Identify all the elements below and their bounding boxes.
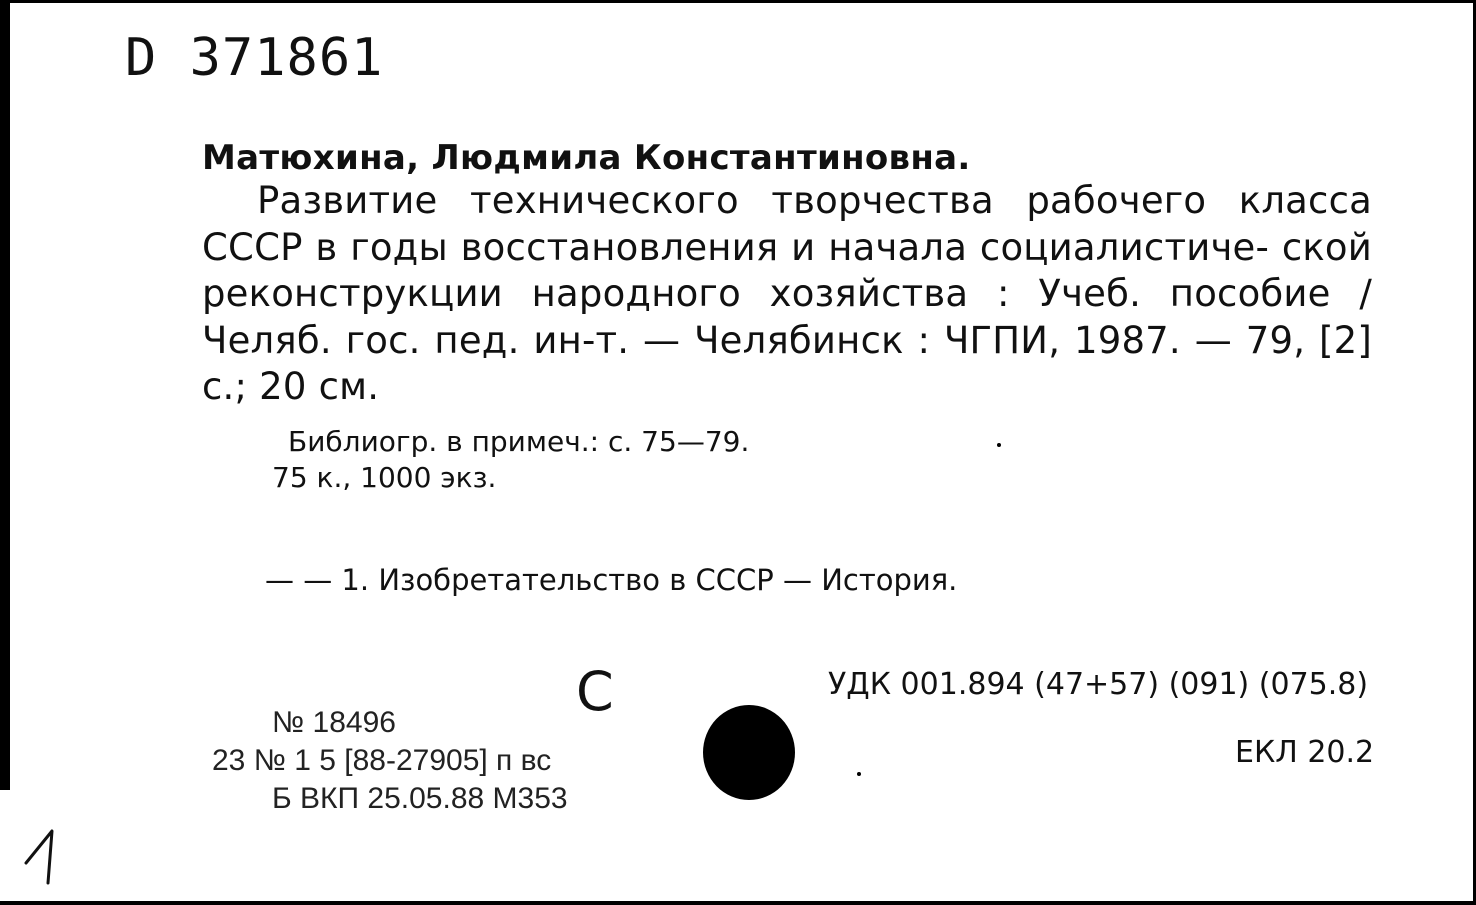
author-heading: Матюхина, Людмила Константиновна. <box>202 138 971 178</box>
card-edge-bottom <box>0 901 1476 905</box>
accession-line: № 18496 <box>272 706 396 739</box>
card-edge-top <box>0 0 1476 3</box>
ekl-code: ЕКЛ 20.2 <box>1235 735 1375 770</box>
price-copies-note: 75 к., 1000 экз. <box>272 461 497 494</box>
card-edge-left <box>0 0 10 790</box>
handwritten-mark-icon <box>18 825 68 887</box>
bibliographic-description: Развитие технического творчества рабочего класса СССР в годы восстановления и начала социалистиче- ской реконструкции народного хозяйства : Учеб. пособие / Челяб. гос. пед. ин-т. — Челябинск : ЧГПИ, 1987. — 79, [2] с.; 20 см. <box>202 179 1372 408</box>
accession-block <box>212 704 568 818</box>
punch-hole <box>703 705 795 800</box>
subject-heading: — — 1. Изобретательство в СССР — История. <box>265 563 958 597</box>
ink-speck <box>997 443 1001 447</box>
udk-code: УДК 001.894 (47+57) (091) (075.8) <box>828 667 1369 702</box>
classification-letter: С <box>576 660 614 723</box>
accession-line: 23 № 1 5 [88-27905] п вс <box>212 744 552 777</box>
notes-block <box>272 424 749 496</box>
ink-speck <box>857 772 861 776</box>
accession-line: Б ВКП 25.05.88 М353 <box>272 782 568 815</box>
call-number: D 371861 <box>125 28 384 88</box>
bibliography-note: Библиогр. в примеч.: с. 75—79. <box>288 425 750 458</box>
